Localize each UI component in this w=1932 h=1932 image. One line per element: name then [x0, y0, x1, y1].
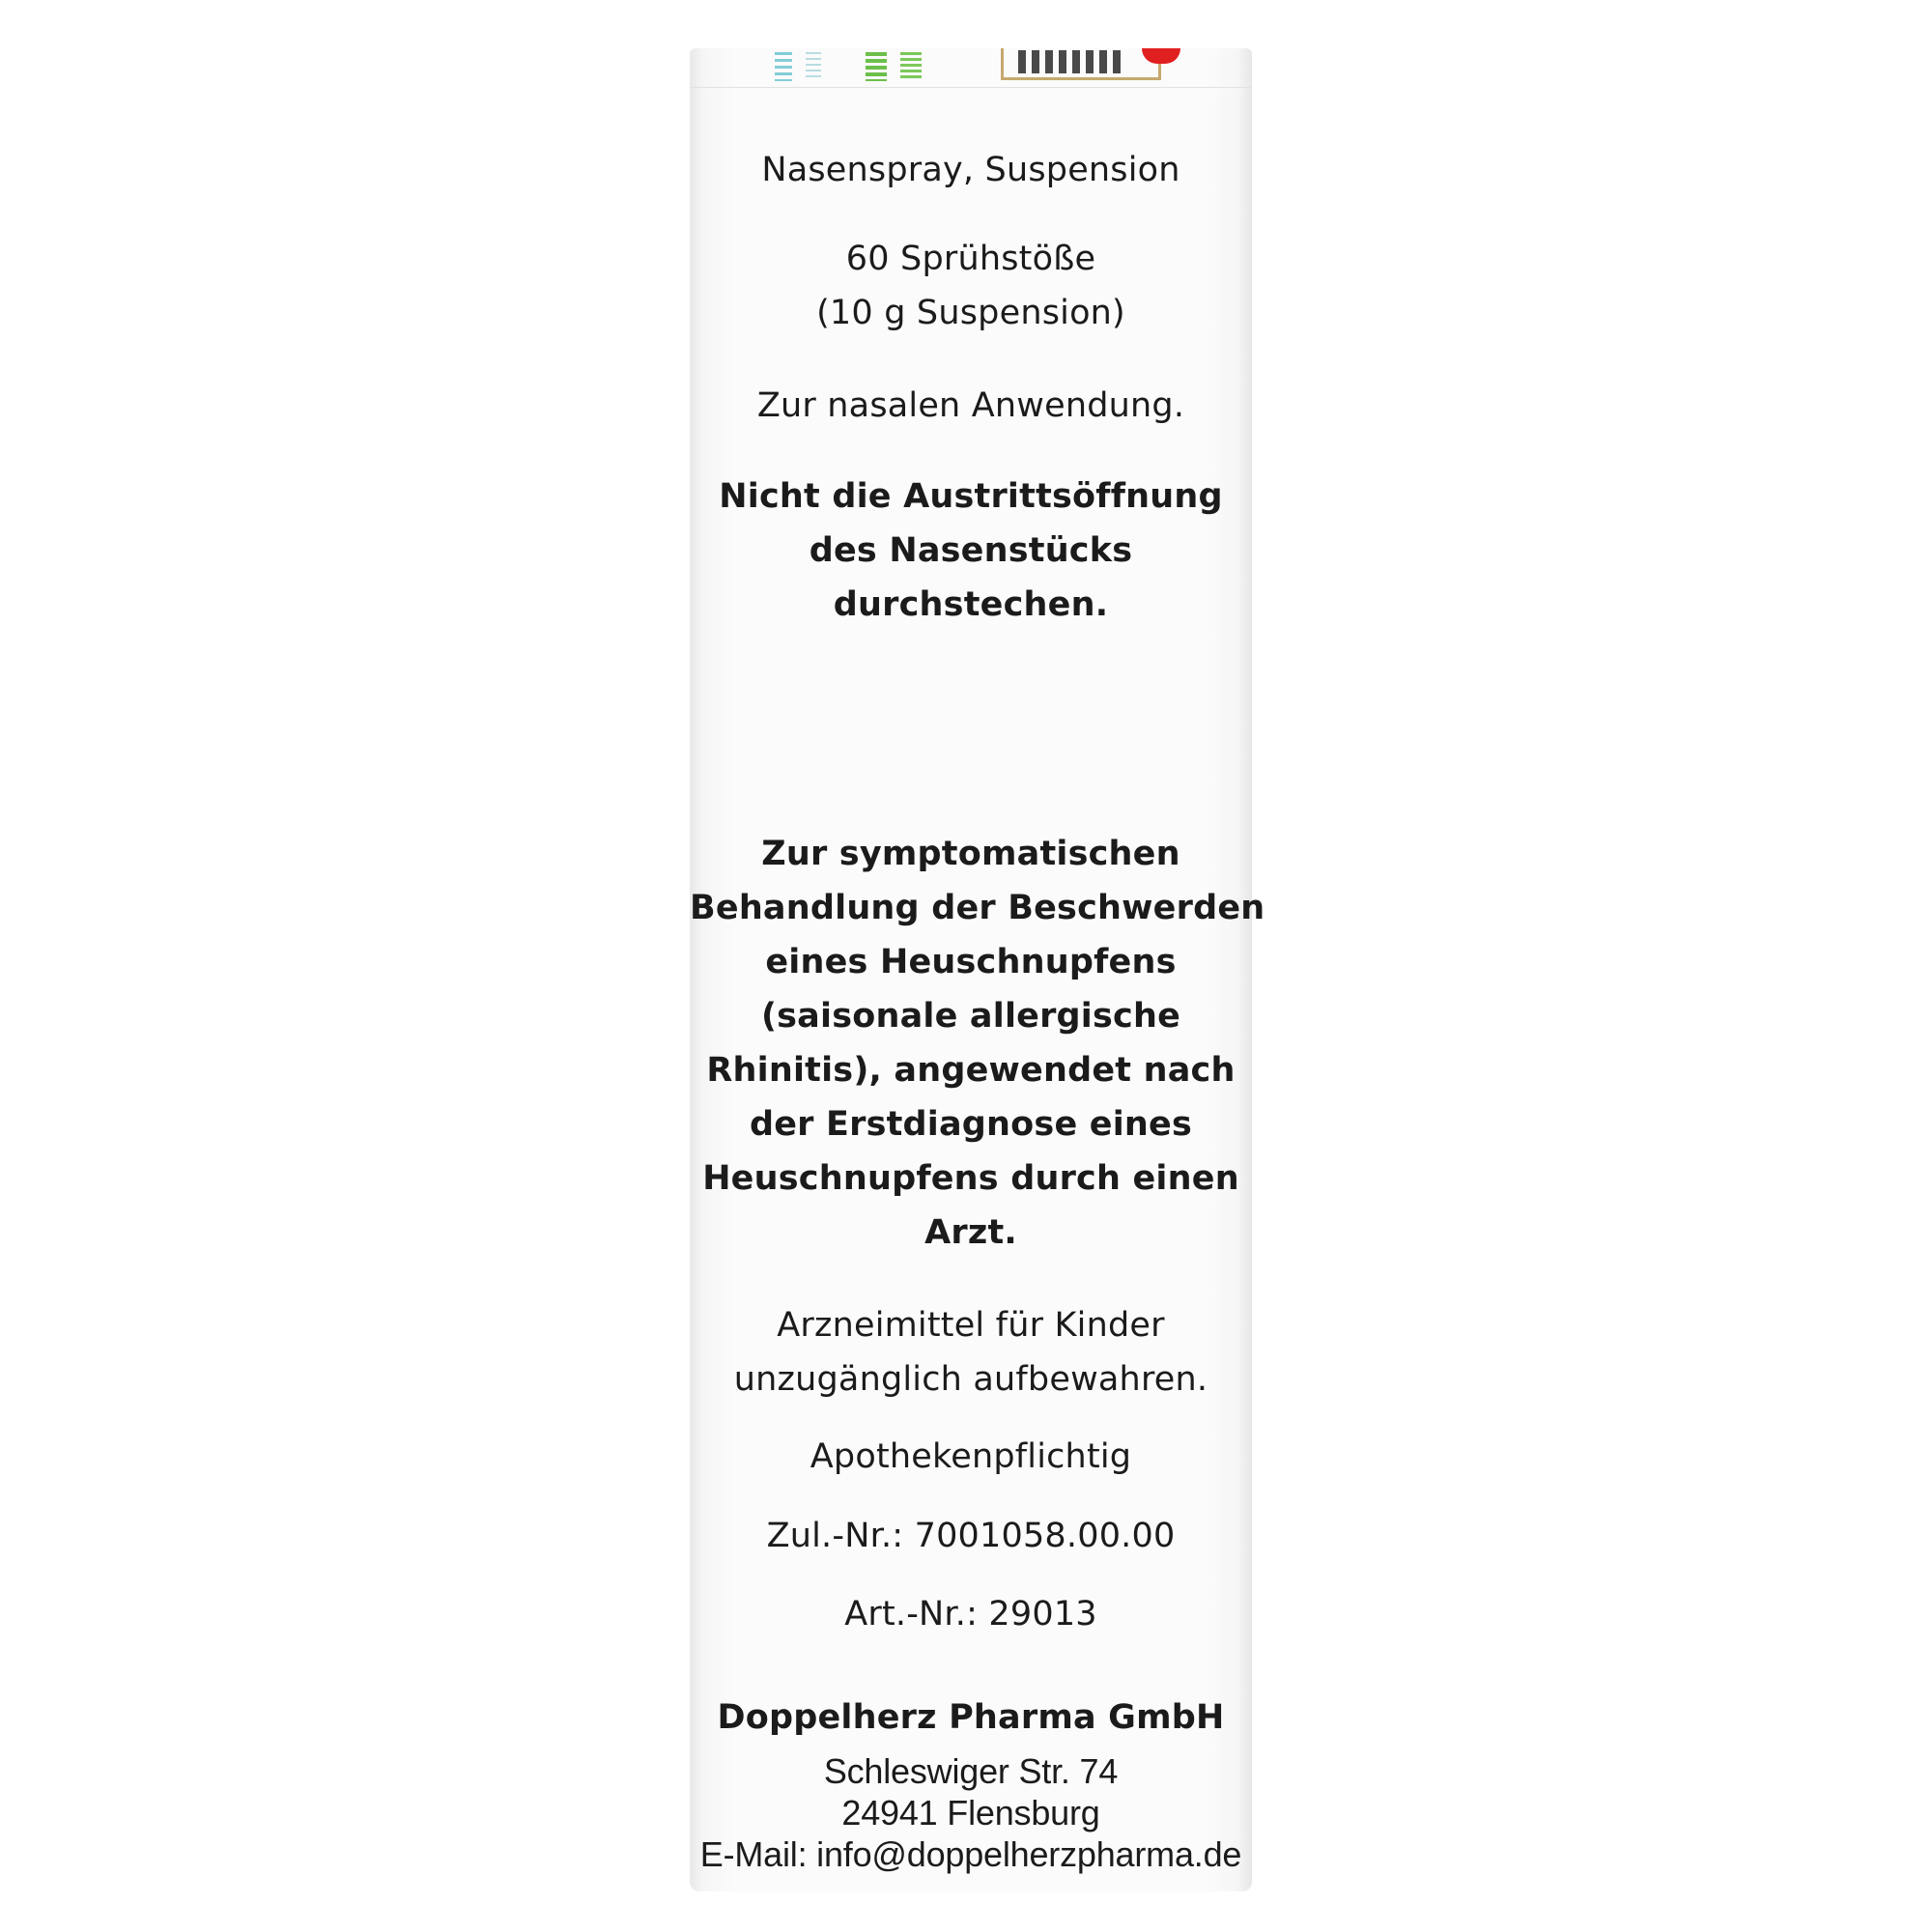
warning-line-3: durchstechen. — [833, 585, 1109, 624]
quantity-line-1: 60 Sprühstöße — [845, 240, 1096, 278]
manufacturer-city: 24941 Flensburg — [841, 1793, 1100, 1833]
route-of-administration: Zur nasalen Anwendung. — [756, 386, 1185, 425]
storage-line-2: unzugänglich aufbewahren. — [733, 1360, 1208, 1399]
pharmacy-status: Apothekenpflichtig — [810, 1437, 1132, 1476]
dosage-form: Nasenspray, Suspension — [761, 151, 1180, 189]
flap-green-text-fragment-2 — [900, 52, 922, 81]
indication-line-6: der Erstdiagnose eines — [749, 1105, 1193, 1144]
top-flap-artwork — [690, 48, 1252, 88]
indication-line-5: Rhinitis), angewendet nach — [706, 1051, 1236, 1090]
manufacturer-street: Schleswiger Str. 74 — [823, 1751, 1119, 1791]
indication-line-8: Arzt. — [924, 1213, 1017, 1252]
package-side-panel — [690, 48, 1265, 1891]
indication-line-2: Behandlung der Beschwerden — [690, 889, 1265, 927]
indication-line-4: (saisonale allergische — [760, 997, 1181, 1036]
manufacturer-email: E-Mail: info@doppelherzpharma.de — [699, 1834, 1242, 1874]
storage-line-1: Arzneimittel für Kinder — [777, 1306, 1165, 1345]
flap-teal-text-fragment-2 — [806, 52, 821, 81]
manufacturer-name: Doppelherz Pharma GmbH — [717, 1698, 1225, 1737]
flap-green-text-fragment — [866, 52, 887, 81]
article-number: Art.-Nr.: 29013 — [844, 1595, 1097, 1634]
indication-line-1: Zur symptomatischen — [761, 835, 1180, 873]
approval-number: Zul.-Nr.: 7001058.00.00 — [766, 1517, 1176, 1555]
warning-line-1: Nicht die Austrittsöffnung — [719, 477, 1223, 516]
warning-line-2: des Nasenstücks — [809, 531, 1133, 570]
quantity-line-2: (10 g Suspension) — [816, 294, 1125, 332]
indication-line-3: eines Heuschnupfens — [765, 943, 1177, 981]
flap-code-fragment — [1018, 50, 1124, 73]
indication-line-7: Heuschnupfens durch einen — [702, 1159, 1239, 1198]
flap-teal-text-fragment — [775, 52, 792, 81]
